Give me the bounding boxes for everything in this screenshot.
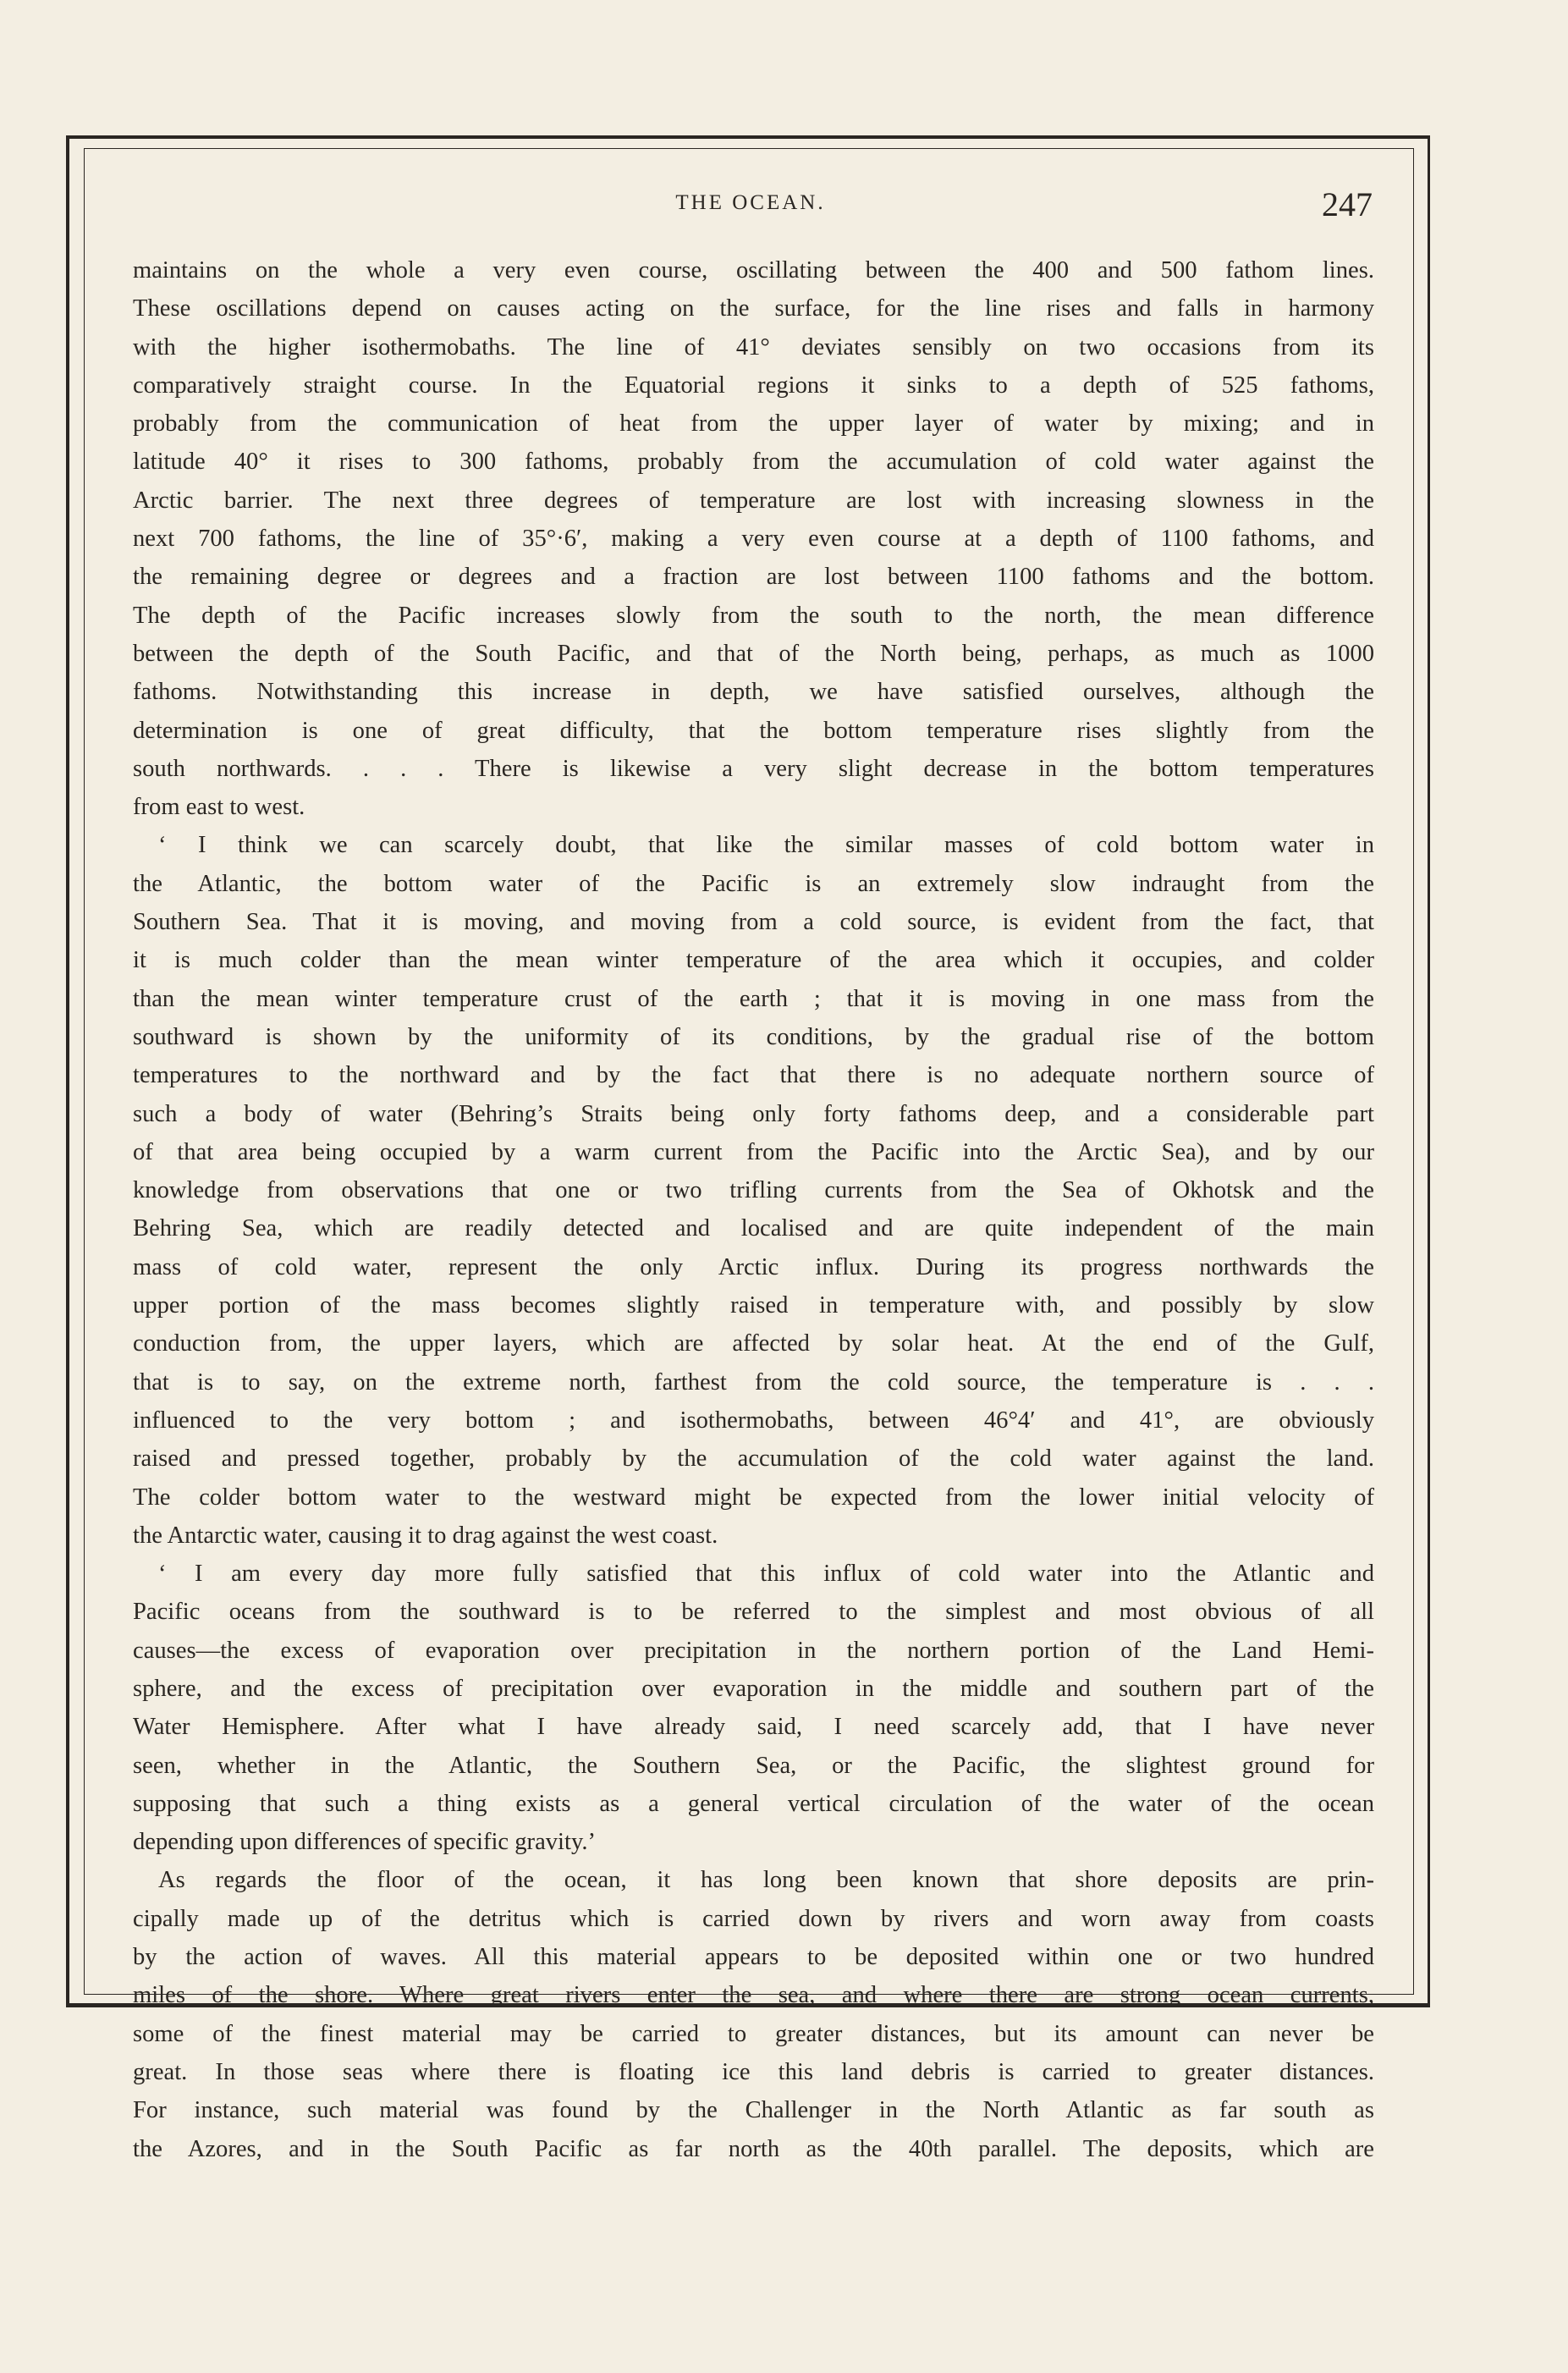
text-line: ‘ I am every day more fully satisfied that this influx of cold water into the Atlantic and xyxy=(158,1561,1374,1588)
text-line: Water Hemisphere. After what I have already said, I need scarcely add, that I have never xyxy=(133,1714,1374,1741)
text-line: These oscillations depend on causes acting on the surface, for the line rises and falls in harmony xyxy=(133,295,1374,322)
text-line: it is much colder than the mean winter temperature of the area which it occupies, and colder xyxy=(133,947,1374,974)
text-line: comparatively straight course. In the Equatorial regions it sinks to a depth of 525 fathoms, xyxy=(133,372,1374,399)
text-line: Arctic barrier. The next three degrees of temperature are lost with increasing slowness in the xyxy=(133,487,1374,514)
text-line: the remaining degree or degrees and a fraction are lost between 1100 fathoms and the bottom. xyxy=(133,564,1374,591)
body-text xyxy=(133,251,1374,2168)
text-line: knowledge from observations that one or two trifling currents from the Sea of Okhotsk and the xyxy=(133,1177,1374,1204)
text-line: As regards the floor of the ocean, it has long been known that shore deposits are prin- xyxy=(158,1867,1374,1894)
text-line: of that area being occupied by a warm current from the Pacific into the Arctic Sea), and by our xyxy=(133,1138,1374,1165)
text-line: between the depth of the South Pacific, and that of the North being, perhaps, as much as 1000 xyxy=(133,640,1374,667)
text-line: great. In those seas where there is floating ice this land debris is carried to greater distances. xyxy=(133,2058,1374,2085)
text-line: Southern Sea. That it is moving, and moving from a cold source, is evident from the fact, that xyxy=(133,909,1374,936)
text-line: with the higher isothermobaths. The line of 41° deviates sensibly on two occasions from its xyxy=(133,333,1374,361)
text-line: conduction from, the upper layers, which are affected by solar heat. At the end of the Gulf, xyxy=(133,1330,1374,1357)
text-line: causes—the excess of evaporation over precipitation in the northern portion of the Land Hemi- xyxy=(133,1637,1374,1664)
paragraph-2 xyxy=(133,826,1374,1555)
text-line: such a body of water (Behring’s Straits being only forty fathoms deep, and a considerable part xyxy=(133,1100,1374,1127)
running-title: THE OCEAN. xyxy=(675,191,826,214)
text-line: the Azores, and in the South Pacific as far north as the 40th parallel. The deposits, which are xyxy=(133,2135,1374,2162)
text-line: miles of the shore. Where great rivers enter the sea, and where there are strong ocean currents, xyxy=(133,1982,1374,2009)
text-line: The colder bottom water to the westward might be expected from the lower initial velocity of xyxy=(133,1484,1374,1511)
text-line: by the action of waves. All this material appears to be deposited within one or two hundred xyxy=(133,1944,1374,1971)
text-line: temperatures to the northward and by the fact that there is no adequate northern source of xyxy=(133,1062,1374,1089)
text-line: ‘ I think we can scarcely doubt, that like the similar masses of cold bottom water in xyxy=(158,832,1374,859)
text-line: the Atlantic, the bottom water of the Pacific is an extremely slow indraught from the xyxy=(133,870,1374,897)
text-line: that is to say, on the extreme north, farthest from the cold source, the temperature is . . . xyxy=(133,1368,1374,1396)
text-line: next 700 fathoms, the line of 35°·6′, making a very even course at a depth of 1100 fathoms, and xyxy=(133,526,1374,553)
text-line: latitude 40° it rises to 300 fathoms, probably from the accumulation of cold water against the xyxy=(133,449,1374,476)
paragraph-1 xyxy=(133,251,1374,826)
text-line: southward is shown by the uniformity of its conditions, by the gradual rise of the bottom xyxy=(133,1023,1374,1050)
text-line: influenced to the very bottom ; and isothermobaths, between 46°4′ and 41°, are obviously xyxy=(133,1407,1374,1434)
text-line: upper portion of the mass becomes slightly raised in temperature with, and possibly by slow xyxy=(133,1292,1374,1319)
text-line: mass of cold water, represent the only Arctic influx. During its progress northwards the xyxy=(133,1253,1374,1280)
paragraph-4 xyxy=(133,1861,1374,2167)
text-line: sphere, and the excess of precipitation over evaporation in the middle and southern part of the xyxy=(133,1675,1374,1702)
text-line: depending upon differences of specific gravity.’ xyxy=(133,1829,597,1856)
text-line: determination is one of great difficulty, that the bottom temperature rises slightly from the xyxy=(133,717,1374,744)
text-line: than the mean winter temperature crust of the earth ; that it is moving in one mass from the xyxy=(133,985,1374,1012)
paragraph-3 xyxy=(133,1555,1374,1861)
text-line: supposing that such a thing exists as a general vertical circulation of the water of the ocean xyxy=(133,1790,1374,1817)
text-line: seen, whether in the Atlantic, the Southern Sea, or the Pacific, the slightest ground for xyxy=(133,1752,1374,1779)
text-line: Behring Sea, which are readily detected and localised and are quite independent of the main xyxy=(133,1215,1374,1242)
text-line: fathoms. Notwithstanding this increase in depth, we have satisfied ourselves, although the xyxy=(133,679,1374,706)
text-line: cipally made up of the detritus which is carried down by rivers and worn away from coasts xyxy=(133,1905,1374,1932)
text-line: south northwards. . . . There is likewise a very slight decrease in the bottom temperatures xyxy=(133,755,1374,782)
running-head xyxy=(127,185,1374,230)
text-line: from east to west. xyxy=(133,794,305,821)
text-line: maintains on the whole a very even course, oscillating between the 400 and 500 fathom lines. xyxy=(133,257,1374,284)
text-line: probably from the communication of heat from the upper layer of water by mixing; and in xyxy=(133,410,1374,438)
text-line: the Antarctic water, causing it to drag against the west coast. xyxy=(133,1522,718,1549)
text-line: some of the finest material may be carried to greater distances, but its amount can never be xyxy=(133,2020,1374,2047)
page-number: 247 xyxy=(1322,185,1373,223)
text-line: raised and pressed together, probably by the accumulation of the cold water against the land. xyxy=(133,1445,1374,1473)
text-line: The depth of the Pacific increases slowly from the south to the north, the mean difference xyxy=(133,602,1374,629)
text-line: For instance, such material was found by the Challenger in the North Atlantic as far south as xyxy=(133,2097,1374,2124)
text-line: Pacific oceans from the southward is to be referred to the simplest and most obvious of all xyxy=(133,1599,1374,1626)
